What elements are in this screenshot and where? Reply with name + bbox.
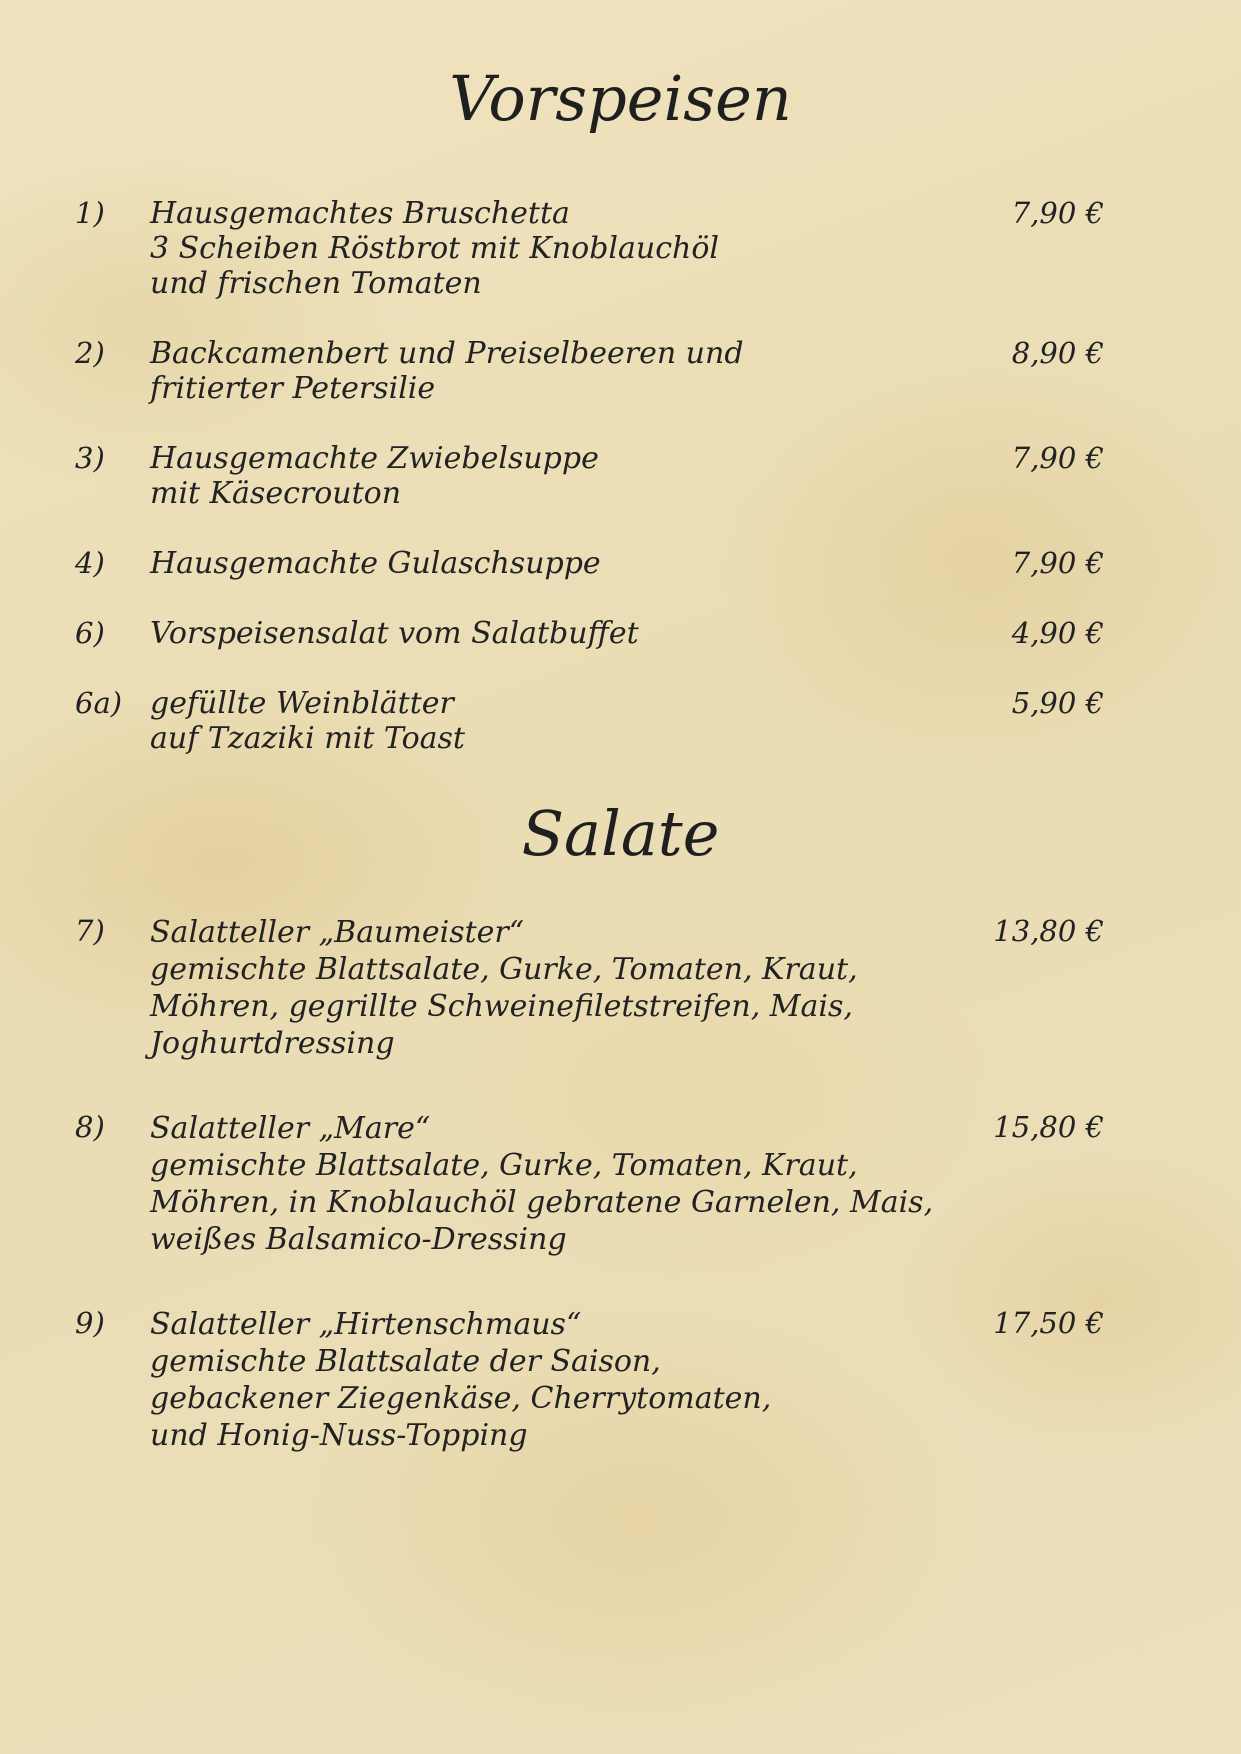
item-price: 13,80 € xyxy=(993,914,1104,948)
item-line: Hausgemachte Zwiebelsuppe xyxy=(150,441,599,476)
item-line: Backcamenbert und Preiselbeeren und xyxy=(150,336,744,371)
item-line: Joghurtdressing xyxy=(150,1026,395,1061)
item-price: 7,90 € xyxy=(1011,546,1104,580)
item-line: mit Käsecrouton xyxy=(150,476,402,511)
item-description xyxy=(150,336,744,406)
item-line: Salatteller „Mare“ xyxy=(150,1111,431,1146)
item-line: auf Tzaziki mit Toast xyxy=(150,721,465,756)
item-number: 9) xyxy=(75,1306,105,1340)
item-description xyxy=(150,546,601,581)
item-line: und frischen Tomaten xyxy=(150,266,482,301)
item-price: 5,90 € xyxy=(1011,686,1104,720)
item-line: Möhren, in Knoblauchöl gebratene Garnelen, Mais, xyxy=(150,1185,934,1220)
item-description xyxy=(150,1110,933,1258)
item-line: Salatteller „Hirtenschmaus“ xyxy=(150,1307,582,1342)
item-line: gemischte Blattsalate, Gurke, Tomaten, Kraut, xyxy=(150,1148,858,1183)
item-description xyxy=(150,686,465,756)
item-number: 4) xyxy=(75,546,105,580)
item-line: gemischte Blattsalate der Saison, xyxy=(150,1344,661,1379)
item-line: und Honig-Nuss-Topping xyxy=(150,1418,528,1453)
item-price: 7,90 € xyxy=(1011,196,1104,230)
section-title-vorspeisen: Vorspeisen xyxy=(449,62,792,135)
item-number: 8) xyxy=(75,1110,105,1144)
item-description xyxy=(150,441,599,511)
item-description xyxy=(150,914,858,1062)
item-price: 4,90 € xyxy=(1011,616,1104,650)
item-price: 17,50 € xyxy=(993,1306,1104,1340)
item-number: 2) xyxy=(75,336,105,370)
item-description xyxy=(150,616,639,651)
item-number: 7) xyxy=(75,914,105,948)
item-line: fritierter Petersilie xyxy=(150,371,436,406)
item-price: 8,90 € xyxy=(1011,336,1104,370)
item-line: Hausgemachte Gulaschsuppe xyxy=(150,546,601,581)
item-line: weißes Balsamico-Dressing xyxy=(150,1222,567,1257)
item-price: 15,80 € xyxy=(993,1110,1104,1144)
item-line: Salatteller „Baumeister“ xyxy=(150,915,525,950)
item-description xyxy=(150,196,719,301)
item-line: 3 Scheiben Röstbrot mit Knoblauchöl xyxy=(150,231,719,266)
item-number: 1) xyxy=(75,196,105,230)
item-price: 7,90 € xyxy=(1011,441,1104,475)
section-title-salate: Salate xyxy=(521,797,720,870)
item-description xyxy=(150,1306,771,1454)
item-line: Möhren, gegrillte Schweinefiletstreifen, Mais, xyxy=(150,989,853,1024)
item-line: Vorspeisensalat vom Salatbuffet xyxy=(150,616,639,651)
item-line: gebackener Ziegenkäse, Cherrytomaten, xyxy=(150,1381,772,1416)
item-number: 6a) xyxy=(75,686,123,720)
item-number: 3) xyxy=(75,441,105,475)
item-line: gemischte Blattsalate, Gurke, Tomaten, Kraut, xyxy=(150,952,858,987)
item-line: Hausgemachtes Bruschetta xyxy=(150,196,570,231)
item-line: gefüllte Weinblätter xyxy=(150,686,454,721)
item-number: 6) xyxy=(75,616,105,650)
